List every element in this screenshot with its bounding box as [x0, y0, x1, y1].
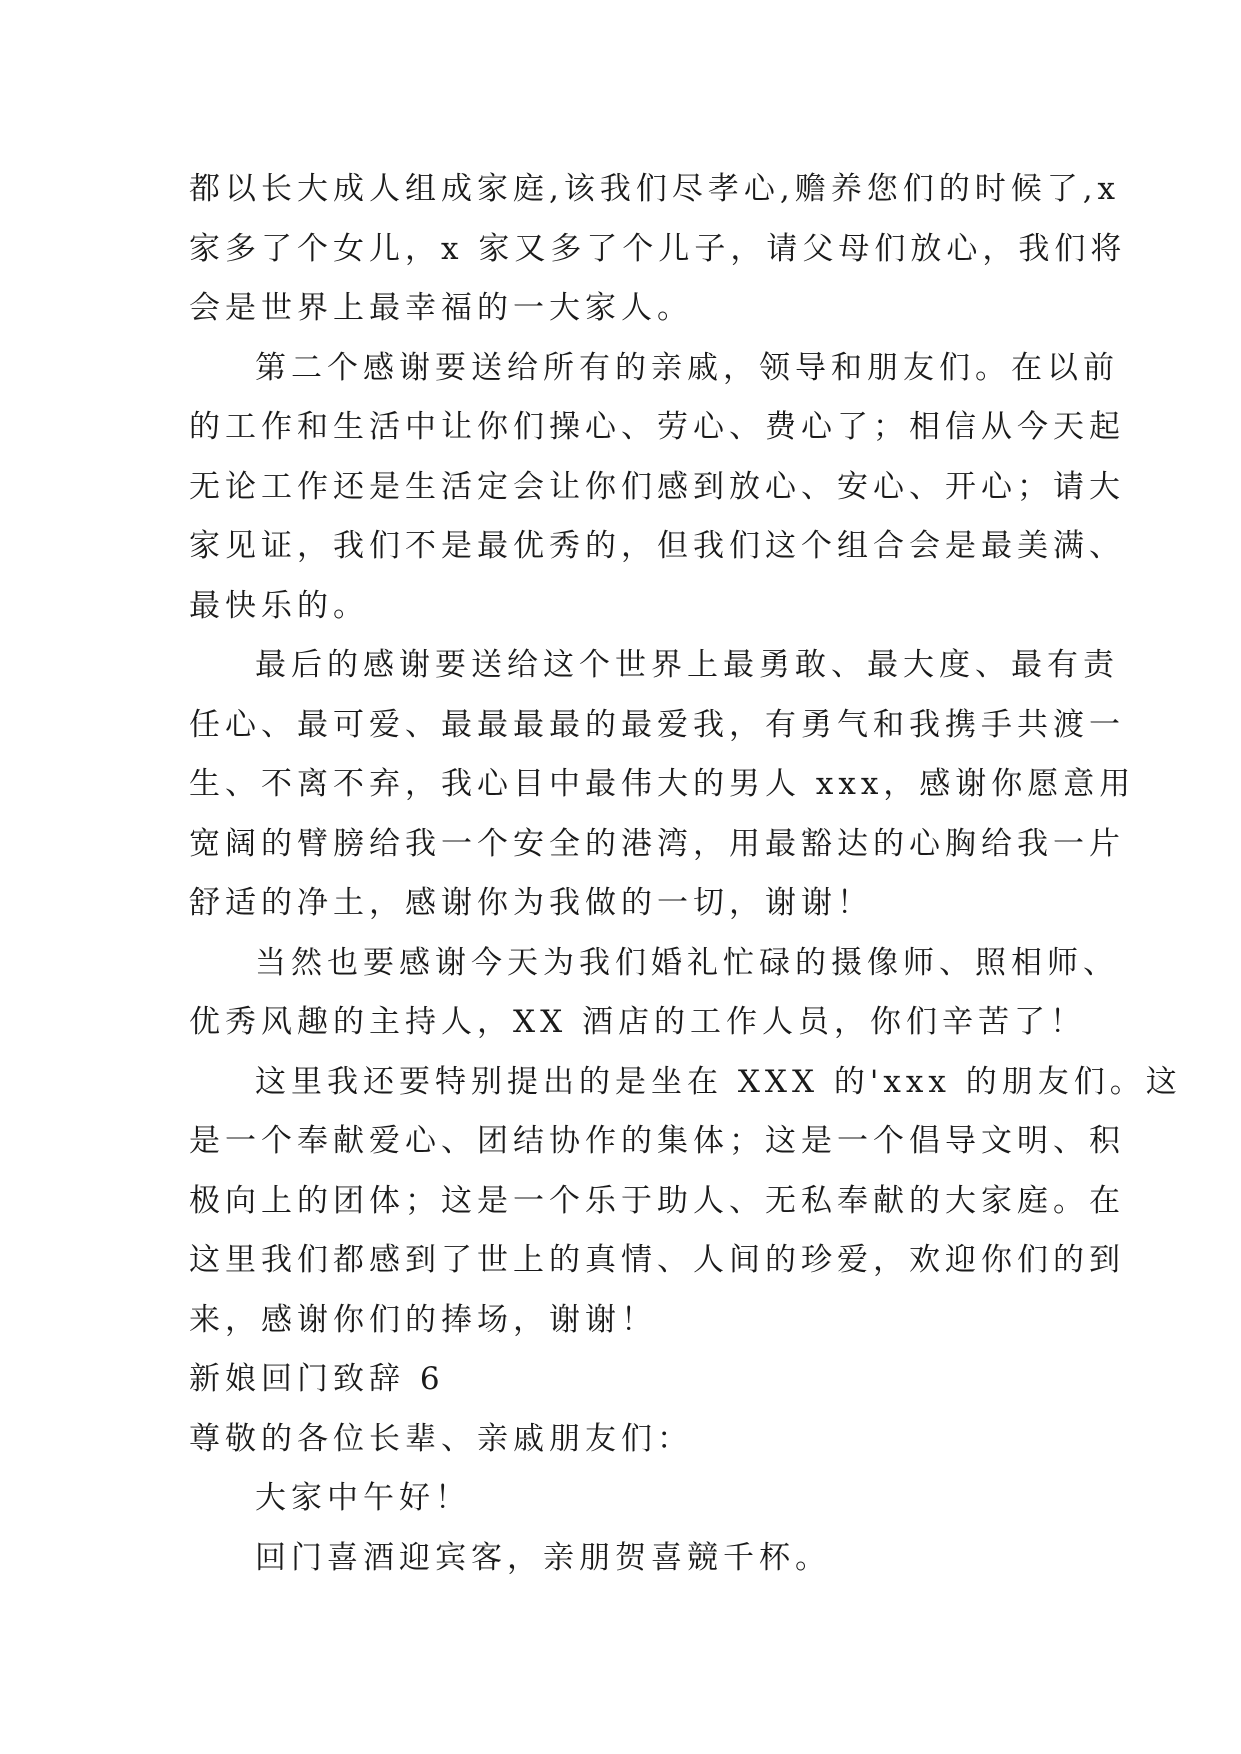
text-line-8: 最快乐的。: [189, 587, 369, 624]
text-line-20: 来，感谢你们的捧场，谢谢！: [189, 1301, 657, 1338]
greeting: 大家中午好！: [255, 1480, 471, 1516]
text-line-14: 当然也要感谢今天为我们婚礼忙碌的摄像师、照相师、: [255, 944, 1119, 981]
text-line-7: 家见证，我们不是最优秀的，但我们这个组合会是最美满、: [189, 528, 1125, 564]
text-line-10: 任心、最可爱、最最最最的最爱我，有勇气和我携手共渡一: [189, 706, 1125, 743]
text-line-24: 回门喜酒迎宾客，亲朋贺喜競千杯。: [255, 1539, 831, 1576]
text-line-16: 这里我还要特别提出的是坐在 XXX 的'xxx 的朋友们。这: [255, 1063, 1182, 1100]
text-line-4: 第二个感谢要送给所有的亲戚，领导和朋友们。在以前: [255, 349, 1119, 386]
text-line-17: 是一个奉献爱心、团结协作的集体；这是一个倡导文明、积: [189, 1123, 1125, 1159]
text-line-11: 生、不离不弃，我心目中最伟大的男人 xxx，感谢你愿意用: [189, 766, 1136, 802]
text-line-13: 舒适的净土，感谢你为我做的一切，谢谢！: [189, 885, 873, 921]
text-line-15: 优秀风趣的主持人，XX 酒店的工作人员，你们辛苦了！: [189, 1004, 1086, 1040]
salutation: 尊敬的各位长辈、亲戚朋友们：: [189, 1420, 693, 1457]
text-line-6: 无论工作还是生活定会让你们感到放心、安心、开心；请大: [189, 468, 1125, 505]
text-line-3: 会是世界上最幸福的一大家人。: [189, 290, 693, 326]
text-line-12: 宽阔的臂膀给我一个安全的港湾，用最豁达的心胸给我一片: [189, 825, 1125, 862]
document-body: [189, 160, 1182, 1588]
text-line-19: 这里我们都感到了世上的真情、人间的珍爱，欢迎你们的到: [189, 1242, 1125, 1278]
text-line-5: 的工作和生活中让你们操心、劳心、费心了；相信从今天起: [189, 409, 1125, 445]
text-line-2: 家多了个女儿，x 家又多了个儿子，请父母们放心，我们将: [189, 230, 1127, 267]
text-line-9: 最后的感谢要送给这个世界上最勇敢、最大度、最有责: [255, 647, 1119, 683]
section-heading: 新娘回门致辞 6: [189, 1361, 445, 1397]
text-line-1: 都以长大成人组成家庭,该我们尽孝心,赡养您们的时候了,x: [189, 171, 1121, 207]
text-line-18: 极向上的团体；这是一个乐于助人、无私奉献的大家庭。在: [189, 1182, 1125, 1219]
